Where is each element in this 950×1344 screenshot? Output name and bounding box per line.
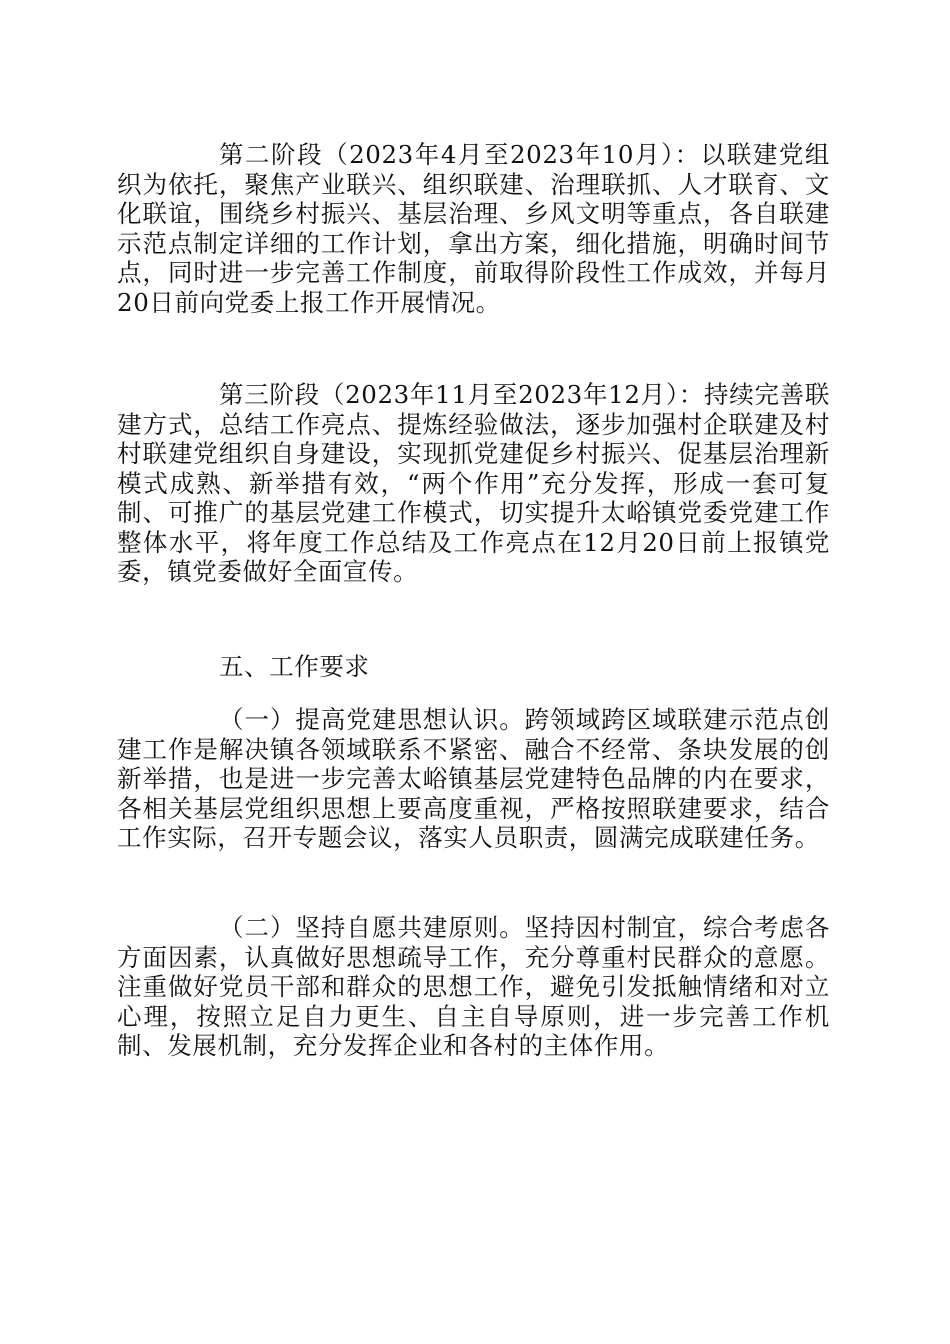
requirement-one-paragraph: （一）提高党建思想认识。跨领域跨区域联建示范点创建工作是解决镇各领域联系不紧密、融合不经常、条块发展的创新举措，也是进一步完善太峪镇基层党建特色品牌的内在要求，各相关基层党组织思想上要高度重视，严格按照联建要求，结合工作实际，召开专题会议，落实人员职责，圆满完成联建任务。 xyxy=(117,705,830,852)
stage-three-paragraph: 第三阶段（2023年11月至2023年12月）：持续完善联建方式，总结工作亮点、提炼经验做法，逐步加强村企联建及村村联建党组织自身建设，实现抓党建促乡村振兴、促基层治理新模式成熟、新举措有效，“两个作用”充分发挥，形成一套可复制、可推广的基层党建工作模式，切实提升太峪镇党委党建工作整体水平，将年度工作总结及工作亮点在12月20日前上报镇党委，镇党委做好全面宣传。 xyxy=(117,380,830,586)
requirement-two-paragraph: （二）坚持自愿共建原则。坚持因村制宜，综合考虑各方面因素，认真做好思想疏导工作，充分尊重村民群众的意愿。注重做好党员干部和群众的思想工作，避免引发抵触情绪和对立心理，按照立足自力更生、自主自导原则，进一步完善工作机制、发展机制，充分发挥企业和各村的主体作用。 xyxy=(117,913,830,1060)
section-five-heading: 五、工作要求 xyxy=(219,652,370,681)
stage-two-paragraph: 第二阶段（2023年4月至2023年10月）：以联建党组织为依托，聚焦产业联兴、组织联建、治理联抓、人才联育、文化联谊，围绕乡村振兴、基层治理、乡风文明等重点，各自联建示范点制定详细的工作计划，拿出方案，细化措施，明确时间节点，同时进一步完善工作制度，前取得阶段性工作成效，并每月20日前向党委上报工作开展情况。 xyxy=(117,140,830,317)
